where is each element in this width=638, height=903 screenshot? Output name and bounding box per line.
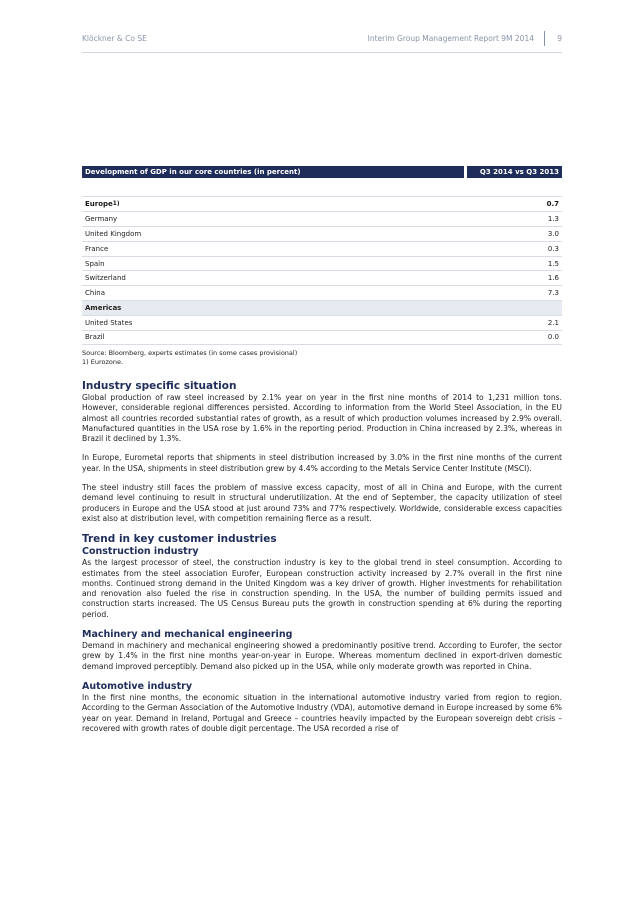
table-row: [82, 196, 562, 211]
table-header: [82, 166, 562, 178]
table-row: [82, 241, 562, 256]
row-value: 3.0: [547, 229, 559, 238]
row-label: Brazil: [85, 333, 105, 342]
row-value: 1.6: [547, 274, 559, 283]
row-label: France: [85, 244, 109, 253]
table-row: [82, 300, 562, 315]
construction-heading: Construction industry: [82, 546, 199, 558]
table-row: [82, 226, 562, 241]
row-label: China: [85, 289, 105, 298]
page-header: [82, 31, 562, 47]
row-value: 0.0: [547, 333, 559, 342]
machinery-heading: Machinery and mechanical engineering: [82, 629, 293, 641]
body-text: [82, 380, 562, 734]
table-row: [82, 211, 562, 226]
row-label: Switzerland: [85, 274, 126, 283]
table-rows: [82, 196, 562, 345]
industry-heading: Industry specific situation: [82, 380, 237, 392]
table-notes: [82, 349, 562, 367]
automotive-paragraph: In the first nine months, the economic situation in the international automotive industry varied from region to region. According to the German Association of the Automotive Industry (VDA), automotive demand in Europe increased by some 6% year on year. Demand in Ireland, Portugal and Greece – countries heavily impacted by the European sovereign debt crisis – recovered with growth rates of double digit percentage. The USA recorded a rise of: [82, 692, 562, 733]
gdp-table: [82, 166, 562, 345]
table-row: [82, 285, 562, 300]
row-footnote-marker: 1): [112, 200, 120, 207]
report-title: Interim Group Management Report 9M 2014: [367, 34, 534, 43]
construction-paragraph: As the largest processor of steel, the construction industry is key to the global trend in steel consumption. According to estimates from the steel association Eurofer, European construction activity increased by 2.7% overall in the first nine months. Continued strong demand in the United Kingdom was a key driver of growth. Higher investments for rehabilitation and renovation also fueled the rise in construction spending. In the USA, the number of building permits issued and construction starts increased. The US Census Bureau puts the growth in construction spending at 6% during the reporting period.: [82, 558, 562, 619]
industry-paragraph-1: Global production of raw steel increased by 2.1% year on year in the first nine months of 2014 to 1,231 million tons. However, considerable regional differences persisted. According to information from the World Steel Association, in the EU almost all countries recorded substantial rates of growth, as a result of which production volumes increased by 2.9% overall. Manufactured quantities in the USA rose by 1.6% in the reporting period. Production in China increased by 2.3%, whereas in Brazil it declined by 1.3%.: [82, 393, 562, 444]
row-value: 2.1: [547, 319, 559, 328]
row-value: 1.3: [547, 214, 559, 223]
row-value: 1.5: [547, 259, 559, 268]
row-label: United States: [85, 319, 133, 328]
automotive-heading: Automotive industry: [82, 680, 193, 692]
trend-heading: Trend in key customer industries: [82, 533, 277, 546]
row-value: 0.7: [546, 199, 559, 208]
header-separator: [544, 31, 545, 46]
table-row: [82, 256, 562, 271]
industry-paragraph-2: In Europe, Eurometal reports that shipments in steel distribution increased by 3.0% in the first nine months of the current year. In the USA, shipments in steel distribution grew by 4.4% according to the Metals Service Center Institute (MSCI).: [82, 453, 562, 473]
header-rule: [82, 52, 562, 53]
table-row: [82, 270, 562, 285]
company-name: Klöckner & Co SE: [82, 34, 147, 43]
table-row: [82, 315, 562, 330]
row-label: Americas: [85, 304, 122, 313]
page-number: 9: [557, 34, 562, 43]
row-value: 7.3: [547, 289, 559, 298]
table-title: Development of GDP in our core countries (in percent): [82, 166, 464, 178]
machinery-paragraph: Demand in machinery and mechanical engineering showed a predominantly positive trend. According to Eurofer, the sector grew by 1.4% in the first nine months year-on-year in Europe. Whereas momentum declined in export-driven domestic demand improved perceptibly. Demand also picked up in the USA, while only moderate growth was reported in China.: [82, 641, 562, 671]
table-source: Source: Bloomberg, experts estimates (in some cases provisional): [82, 349, 298, 357]
table-row: [82, 330, 562, 345]
row-label: Europe: [85, 199, 113, 208]
industry-paragraph-3: The steel industry still faces the problem of massive excess capacity, most of all in China and Europe, with the current demand level continuing to result in structural underutilization. At the end of September, the capacity utilization of steel producers in Europe and the USA stood at just around 73% and 77% respectively. Worldwide, considerable excess capacities exist also at distribution level, with competition remaining fierce as a result.: [82, 483, 562, 523]
table-column-header: Q3 2014 vs Q3 2013: [467, 166, 562, 178]
row-label: Germany: [85, 214, 118, 223]
table-footnote: 1) Eurozone.: [82, 358, 124, 366]
row-label: United Kingdom: [85, 229, 142, 238]
row-value: 0.3: [547, 244, 559, 253]
row-label: Spain: [85, 259, 105, 268]
